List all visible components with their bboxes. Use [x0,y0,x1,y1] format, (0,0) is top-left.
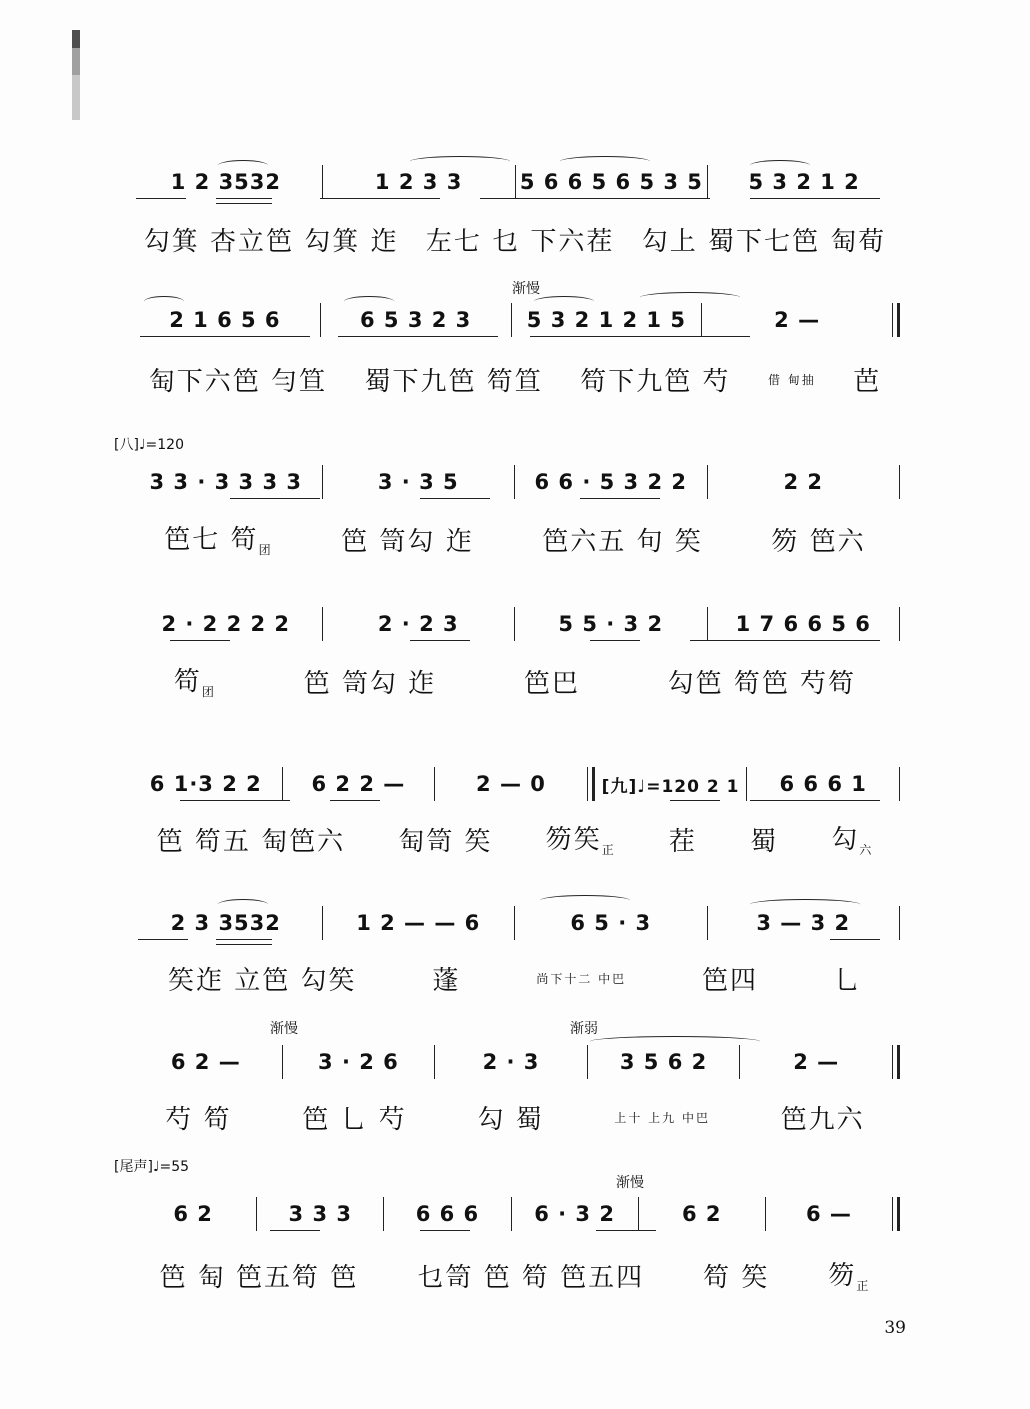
measure: 2 · 3 [482,1050,540,1074]
measure: 6 5 · 3 [570,911,652,935]
jianzi-group: 勾箕 杏立笆 勾箕 迮 [143,226,399,257]
jianzi-group: 笆九六 [780,1104,865,1135]
slur [218,160,268,171]
measure: 6 6 6 1 [779,772,867,796]
jianzi-group: 茬 [668,826,697,857]
measure: 5 5 · 3 2 [558,612,664,636]
expression-mark: 渐慢 [512,281,540,297]
jianzi-group: 芍 笱 [165,1104,232,1135]
jianzi-row [130,816,900,862]
underline [596,1230,656,1231]
system-8 [114,1152,900,1302]
system-6 [130,885,900,1005]
jianzi-row [130,356,900,402]
underline [750,198,880,199]
jianzi-row [130,1252,900,1298]
jianzi-group: 笆 笥勾 迮 [341,526,474,557]
jianzi-group: 笏笶$_正$ [545,825,616,858]
underline [670,800,720,801]
measure: 6 2 [173,1202,213,1226]
final-barline [892,1197,900,1231]
section-barline [587,767,595,801]
jianzi-row [130,516,900,562]
slur [534,296,594,307]
jianzi-group: 笏$_正$ [828,1261,871,1294]
measure: 6 · 3 2 [534,1202,615,1226]
jianzi-group: 笱下九笆 芍 [580,366,731,397]
measure: [九]♩=120 2 1 [601,776,740,797]
underline [420,498,490,499]
underline [330,800,380,801]
barline [899,465,900,499]
jianzi-group: 笆 乚 芍 [302,1104,407,1135]
measure: 2 2 [783,470,824,494]
measure: 1 7 6 6 5 6 [735,612,871,636]
underline [410,640,470,641]
slur [144,296,184,307]
underline [180,800,290,801]
notation-row [130,764,900,804]
notation-row [130,1042,900,1082]
section-label: [尾声]♩=55 [114,1159,190,1175]
system-5 [130,730,900,870]
underline [216,198,272,199]
slur [750,899,860,910]
jianzi-group: 勾$_六$ [831,825,874,858]
slur [540,895,630,906]
jianzi-group: 笆 笥勾 迮 [303,668,437,699]
measure: 6 6 · 5 3 2 2 [534,470,687,494]
measure: 6 1·3 2 2 [149,772,262,796]
jianzi-group: 乚 [833,965,862,996]
expression-mark: 渐慢 [270,1021,298,1037]
underline [170,640,230,641]
measure: 3 — 3 2 [756,911,851,935]
underline [320,198,440,199]
system-3 [114,428,900,578]
underline [216,939,272,940]
jianzi-group: 匋笥 笶 [398,826,493,857]
measure: 6 5 3 2 3 [359,308,472,332]
jianzi-group: 勾笆 笱笆 芍笱 [667,668,857,699]
underline [270,1230,320,1231]
page-number: 39 [884,1318,906,1338]
jianzi-group: 芭 [853,366,882,397]
underline [136,198,186,199]
measure: 3 · 2 6 [318,1050,399,1074]
system-7 [130,1012,900,1152]
measure: 5 6 6 5 6 5 3 5 [519,170,703,194]
jianzi-group: 笶迮 立笆 勾笶 [167,965,357,996]
jianzi-group: 匋下六笆 勻笪 [148,366,327,397]
measure: 1 2 — — 6 [356,911,481,935]
measure: 6 — [805,1202,852,1226]
measure: 2 — [774,308,821,332]
technique-note: 借 甸抽 [767,372,816,387]
expression-mark: 渐慢 [616,1175,644,1191]
measure: 5 3 2 1 2 [748,170,860,194]
jianzi-group: 勾 蜀 [477,1104,544,1135]
jianzi-group: 蜀 [750,826,779,857]
barline [899,607,900,641]
underline [140,336,310,337]
underline [480,198,710,199]
measure: 3 3 · 3 3 3 3 [149,470,302,494]
jianzi-group: 蓬 [432,965,461,996]
notation-row [130,462,900,502]
notation-row [130,1194,900,1234]
jianzi-group: 笆六五 句 笶 [542,526,703,557]
system-4 [130,590,900,720]
measure: 1 2 3532 [170,170,282,194]
jianzi-group: 勾上 蜀下七笆 匋荀 [641,226,887,257]
jianzi-group: 笆七 笱$_团$ [164,525,273,558]
jianzi-group: 笆四 [702,965,759,996]
jianzi-group: 笱 笶 [703,1262,770,1293]
underline [338,336,498,337]
jianzi-group: 乜笥 笆 笱 笆五四 [417,1262,645,1293]
final-barline [892,303,900,337]
measure: 2 — 0 [476,772,546,796]
measure: 2 · 2 2 2 2 [161,612,291,636]
measure: 6 2 2 — [311,772,406,796]
jianzi-group: 蜀下九笆 笱笪 [364,366,543,397]
underline [590,640,640,641]
underline [690,640,880,641]
measure: 6 2 [682,1202,722,1226]
slur [590,1036,760,1047]
underline [230,498,320,499]
measure: 3 3 3 [288,1202,352,1226]
measure: 6 6 6 [415,1202,480,1226]
slur [410,156,510,167]
jianzi-group: 上十 上九 中巴 [614,1110,710,1125]
underline [138,939,188,940]
slur [218,899,268,910]
measure: 2 — [793,1050,840,1074]
final-barline [892,1045,900,1079]
measure: 6 2 — [170,1050,241,1074]
underline [216,944,272,945]
jianzi-group: 左七 乜 下六茬 [425,226,615,257]
jianzi-group: 尚下十二 中巴 [536,971,627,986]
scan-edge-mark [72,30,80,180]
measure: 1 2 3 3 [374,170,463,194]
measure: 2 1 6 5 6 [169,308,281,332]
jianzi-row [130,955,900,1001]
jianzi-group: 笆巴 [523,668,580,699]
measure: 5 3 2 1 2 1 5 [526,308,686,332]
jianzi-group: 笱$_团$ [173,667,216,700]
slur [640,292,740,303]
measure: 2 · 2 3 [377,612,459,636]
jianzi-row [130,658,900,704]
notation-row [130,300,900,340]
jianzi-group: 笆 笱五 匋笆六 [156,826,346,857]
jianzi-row [130,1094,900,1140]
slur [750,160,810,171]
notation-row [130,604,900,644]
section-label: [八]♩=120 [114,437,184,453]
expression-mark: 渐弱 [570,1021,598,1037]
system-1 [130,150,900,270]
system-2 [130,272,900,412]
underline [830,939,880,940]
underline [216,203,272,204]
measure: 3 5 6 2 [619,1050,708,1074]
underline [530,336,750,337]
slur [560,156,650,167]
underline [750,800,880,801]
measure: 3 · 3 5 [377,470,459,494]
jianzi-group: 笆 匋 笆五笱 笆 [159,1262,359,1293]
jianzi-group: 笏 笆六 [771,526,866,557]
jianzi-row [130,216,900,262]
barline [899,767,900,801]
measure: 2 3 3532 [170,911,281,935]
barline [899,906,900,940]
underline [580,498,660,499]
slur [344,296,394,307]
underline [420,1230,470,1231]
